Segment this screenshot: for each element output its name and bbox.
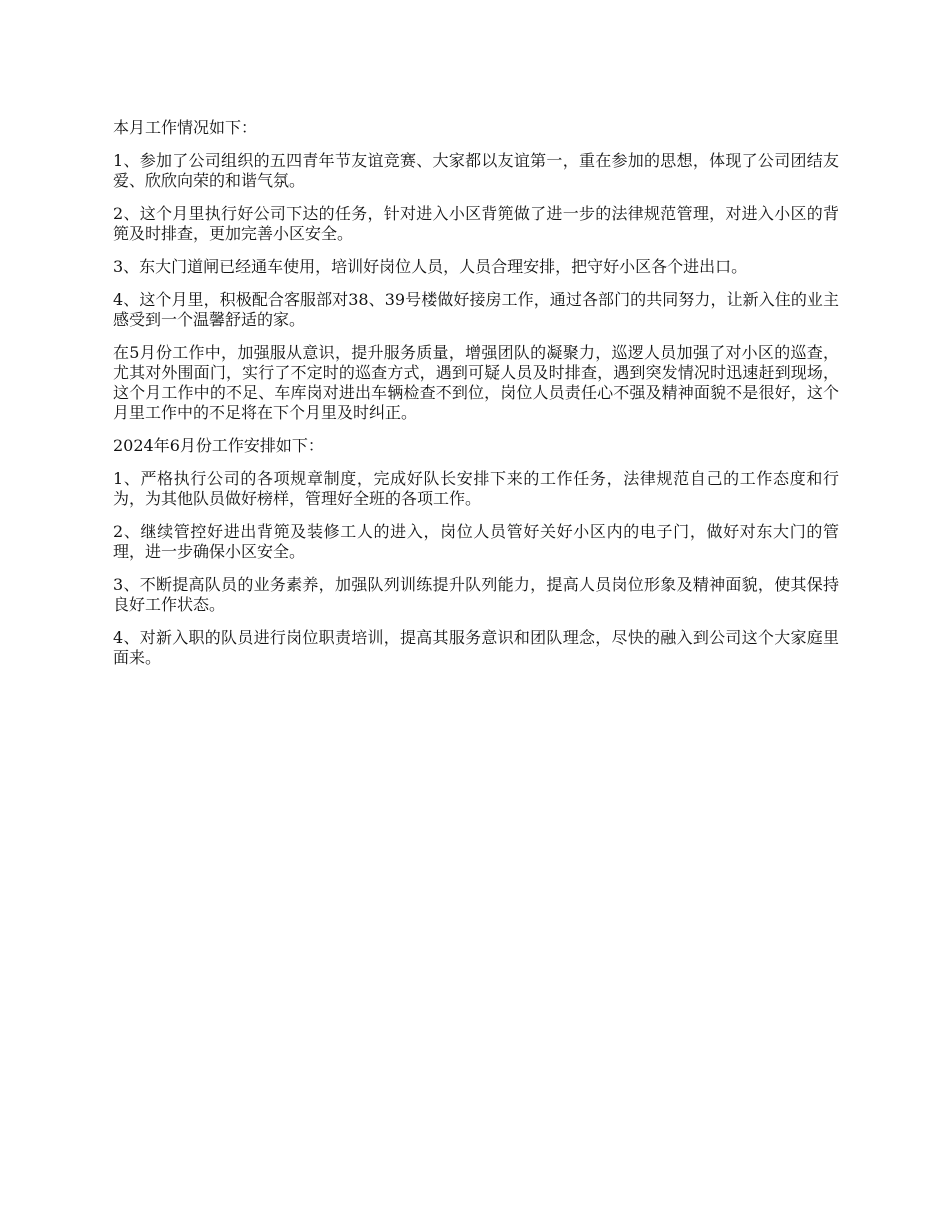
- intro-heading: 本月工作情况如下：: [113, 118, 258, 137]
- plan-heading: 2024年6月份工作安排如下：: [113, 436, 324, 455]
- report-item-4: 4、这个月里，积极配合客服部对38、39号楼做好接房工作，通过各部门的共同努力，让新入住的业主感受到一个温馨舒适的家。: [113, 290, 839, 329]
- plan-item-3: 3、不断提高队员的业务素养，加强队列训练提升队列能力，提高人员岗位形象及精神面貌，使其保持良好工作状态。: [113, 575, 839, 614]
- plan-item-2: 2、继续管控好进出背篼及装修工人的进入，岗位人员管好关好小区内的电子门，做好对东大门的管理，进一步确保小区安全。: [113, 522, 839, 561]
- report-item-2: 2、这个月里执行好公司下达的任务，针对进入小区背篼做了进一步的法律规范管理，对进入小区的背篼及时排查，更加完善小区安全。: [113, 204, 839, 243]
- report-item-1: 1、参加了公司组织的五四青年节友谊竞赛、大家都以友谊第一，重在参加的思想，体现了公司团结友爱、欣欣向荣的和谐气氛。: [113, 151, 839, 190]
- plan-item-1: 1、严格执行公司的各项规章制度，完成好队长安排下来的工作任务，法律规范自己的工作态度和行为，为其他队员做好榜样，管理好全班的各项工作。: [113, 469, 839, 508]
- plan-item-4: 4、对新入职的队员进行岗位职责培训，提高其服务意识和团队理念，尽快的融入到公司这个大家庭里面来。: [113, 628, 839, 667]
- report-item-3: 3、东大门道闸已经通车使用，培训好岗位人员，人员合理安排，把守好小区各个进出口。: [113, 257, 748, 276]
- summary-paragraph: 在5月份工作中，加强服从意识，提升服务质量，增强团队的凝聚力，巡逻人员加强了对小区的巡查，尤其对外围面门，实行了不定时的巡查方式，遇到可疑人员及时排查，遇到突发情况时迅速赶到现场，这个月工作中的不足、车库岗对进出车辆检查不到位，岗位人员责任心不强及精神面貌不是很好，这个月里工作中的不足将在下个月里及时纠正。: [113, 343, 839, 422]
- document-body: [113, 118, 839, 681]
